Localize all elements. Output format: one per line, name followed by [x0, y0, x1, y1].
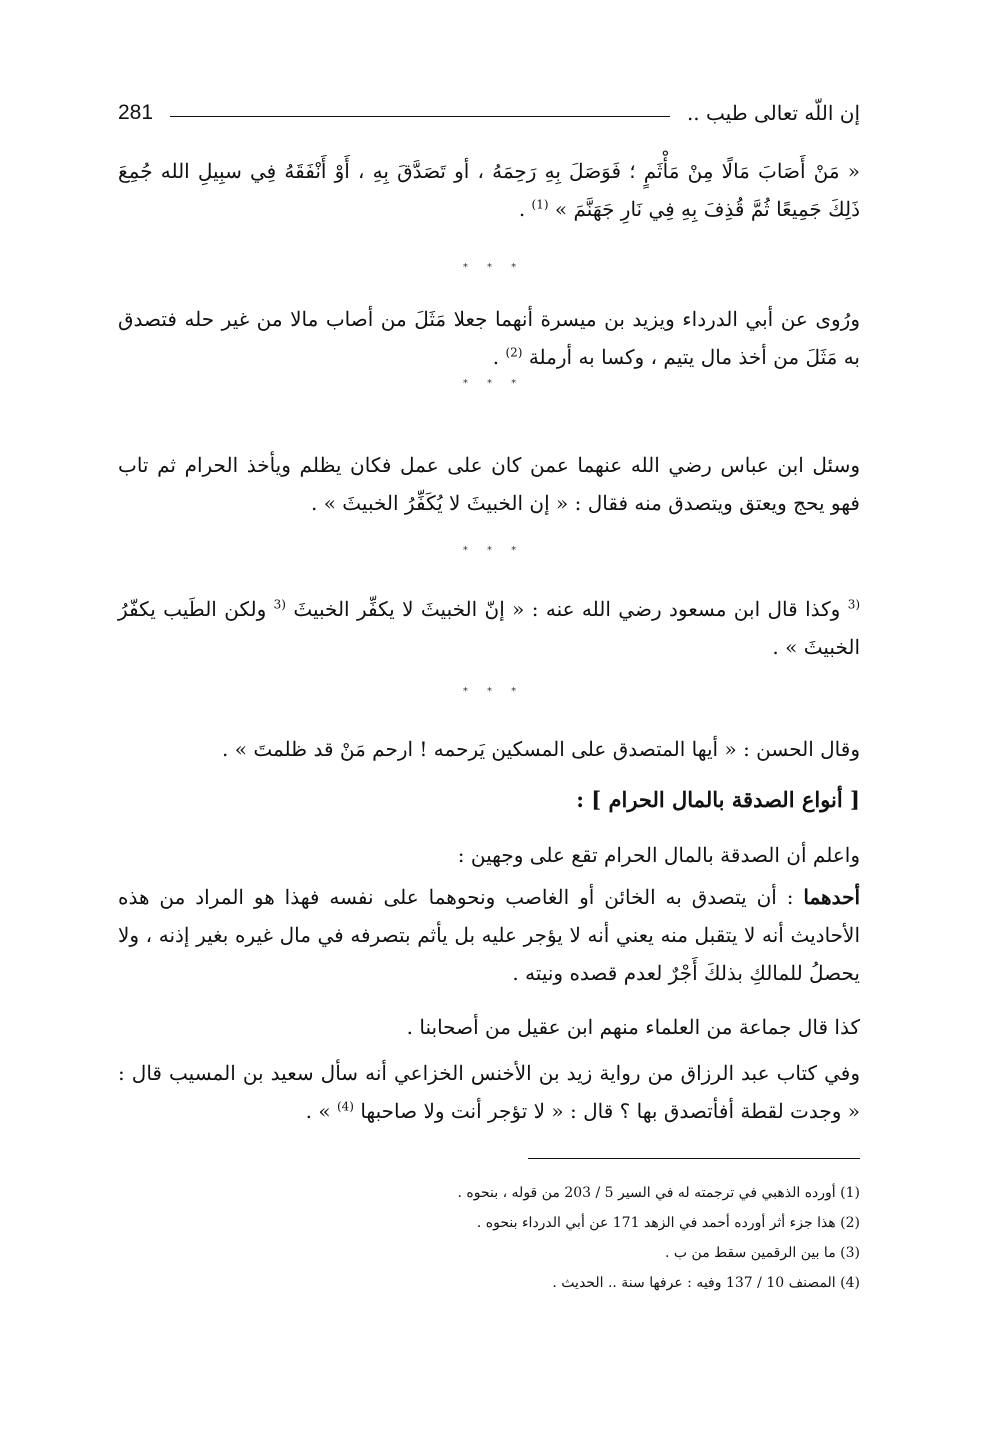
- page-header: [118, 98, 860, 134]
- footnote-ref-3-close: (3: [273, 597, 286, 612]
- section-separator: * * *: [462, 686, 525, 697]
- abu-darda-paragraph: [118, 300, 860, 376]
- footnote-3: (3) ما بين الرقمين سقط من ب .: [665, 1245, 860, 1261]
- hasan-paragraph: وقال الحسن : « أيها المتصدق على المسكين يَرحمه ! ارحم مَنْ قد ظلمتَ » .: [222, 737, 860, 761]
- footnote-2: (2) هذا جزء أثر أورده أحمد في الزهد 171 عن أبي الدرداء بنحوه .: [476, 1215, 860, 1231]
- footnote-ref-4: (4): [336, 1099, 354, 1114]
- first-type-paragraph: [118, 878, 860, 992]
- abd-razzaq-end: » .: [305, 1099, 331, 1123]
- first-type-text: : أن يتصدق به الخائن أو الغاصب ونحوهما على نفسه فهذا هو المراد من هذه الأحاديث أنه لا يتقبل منه يعني أنه لا يؤجر عليه بل يأثم بتصرفه في مال غيره بغير إذنه ، ولا يحصلُ للمالكِ بذلكَ أَجْرٌ لعدم قصده ونيته .: [118, 885, 860, 985]
- ibn-masud-text-a: وكذا قال ابن مسعود رضي الله عنه : « إنّ الخبيثَ لا يكفِّر الخبيثَ: [285, 597, 841, 621]
- header-rule: [170, 116, 670, 117]
- hadith-paragraph: [118, 152, 860, 228]
- ibn-masud-paragraph: [118, 590, 860, 666]
- ibn-aqil-paragraph: كذا قال جماعة من العلماء منهم ابن عقيل من أصحابنا .: [406, 1015, 860, 1039]
- abu-darda-text: ورُوى عن أبي الدرداء ويزيد بن ميسرة أنهما جعلا مَثَلَ من أصاب مالا من غير حله فتصدق به مَثَلَ من أخذ مال يتيم ، وكسا به أرملة: [118, 307, 860, 369]
- hadith-text: « مَنْ أَصَابَ مَالًا مِنْ مَأْثَمٍ ؛ فَوَصَلَ بِهِ رَحِمَهُ ، أو تَصَدَّقَ بِهِ ، أَوْ أَنْفَقَهُ فِي سبِيلِ الله جُمِعَ ذَلِكَ جَمِيعًا ثُمَّ قُذِفَ بِهِ فِي نَارِ جَهَنَّمَ »: [118, 159, 860, 221]
- abu-darda-end: .: [492, 345, 500, 369]
- page-number: 281: [118, 101, 154, 124]
- abd-razzaq-text: وفي كتاب عبد الرزاق من رواية زيد بن الأخنس الخزاعي أنه سأل سعيد بن المسيب قال : « وجدت لقطة أفأتصدق بها ؟ قال : « لا تؤجر أنت ولا صاحبها: [118, 1061, 860, 1123]
- ibn-masud-text-b: ولكن الطَيب يكفّرُ الخبيثَ » .: [118, 597, 860, 659]
- footnote-ref-2: (2): [505, 345, 523, 360]
- running-title: إن اللّه تعالى طيب ..: [686, 101, 860, 125]
- footnote-4: (4) المصنف 10 / 137 وفيه : عرفها سنة .. الحديث .: [552, 1275, 860, 1291]
- footnote-1: (1) أورده الذهبي في ترجمته له في السير 5 / 203 من قوله ، بنحوه .: [457, 1185, 860, 1201]
- abd-razzaq-paragraph: [118, 1054, 860, 1130]
- hadith-end: .: [518, 197, 526, 221]
- footnote-ref-1: (1): [531, 197, 549, 212]
- footnote-rule: [528, 1158, 860, 1159]
- section-heading: [ أنواع الصدقة بالمال الحرام ] :: [576, 787, 860, 812]
- section-separator: * * *: [462, 262, 525, 273]
- section-separator: * * *: [462, 545, 525, 556]
- intro-paragraph: واعلم أن الصدقة بالمال الحرام تقع على وجهين :: [457, 843, 860, 867]
- ibn-abbas-paragraph: وسئل ابن عباس رضي الله عنهما عمن كان على عمل فكان يظلم ويأخذ الحرام ثم تاب فهو يحج ويعتق ويتصدق منه فقال : « إن الخبيثَ لا يُكَفِّرُ الخبيثَ » .: [118, 453, 860, 515]
- footnote-ref-3-open: (3: [847, 597, 861, 612]
- footnotes: [118, 1178, 860, 1298]
- section-separator: * * *: [462, 378, 525, 389]
- first-type-label: أحدهما: [803, 885, 861, 909]
